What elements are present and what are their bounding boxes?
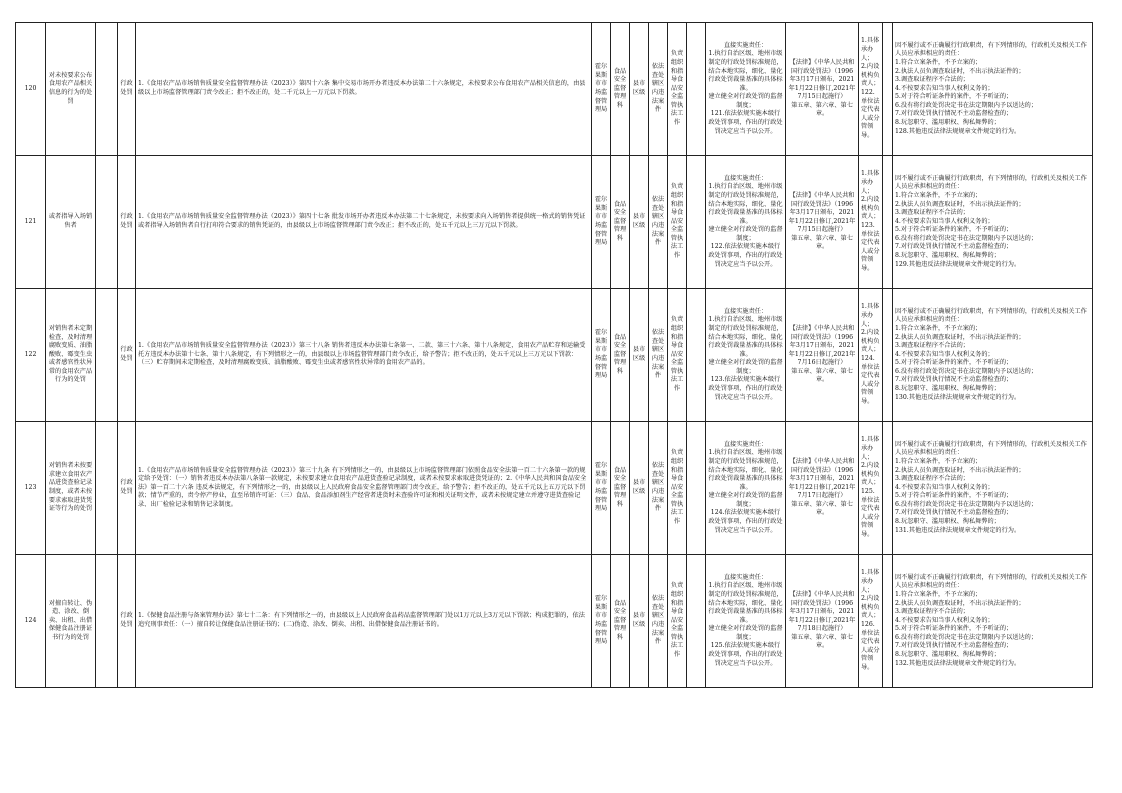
- implementing-department-text: 霍尔果斯市市场监督管理局: [594, 595, 608, 646]
- responsible-subjects: [859, 555, 883, 688]
- responsibility-basis: [786, 422, 859, 555]
- legal-basis-text: 1.《保健食品注册与备案管理办法》第七十二条：有下列情形之一的，由县级以上人民政府食品药品监督管理部门处以1万元以上3万元以下罚款；构成犯罪的，依法追究刑事责任：（一）擅自转让保健食品注册证书的；(二)伪造、涂改、倒卖、出租、出借保健食品注册证书的。: [138, 612, 585, 628]
- implementing-department-text: 霍尔果斯市市场监督管理局: [594, 462, 608, 513]
- empty-cell: [687, 422, 706, 555]
- table-row: [16, 555, 1093, 688]
- exercise-scope: [649, 23, 668, 156]
- responsibility-items-text: 直接实施责任： 1.执行自治区级、地州市级制定的行政处罚标准规范，结合本地实际，细化、量化行政处罚裁量基准的具体标准。 建立健全对行政处罚的监督制度； 125.依法依规实施本级行政处罚事项，作出的行政处罚决定应当予以公开。: [708, 573, 783, 667]
- item-name: [46, 156, 96, 289]
- duty-description: [668, 289, 687, 422]
- exercise-level-text: 县市区级: [632, 213, 646, 229]
- item-name-text: 对未按要求公布食用农产品相关信息的行为的处罚: [48, 71, 93, 105]
- item-name: [46, 23, 96, 156]
- responsible-subjects: [859, 289, 883, 422]
- responsible-subjects: [859, 422, 883, 555]
- responsibility-basis: [786, 555, 859, 688]
- responsibility-items: [706, 555, 786, 688]
- legal-basis: [136, 289, 592, 422]
- responsibility-basis-text: 【法律】《中华人民共和国行政处罚法》（1996年3月17日颁布，2021年1月22日修订,2021年7月18日起施行） 第五章、第六章、第七章。: [788, 590, 856, 650]
- accountability-cases-text: 因不履行或不正确履行行政职责，有下列情形的，行政机关及相关工作人员应承担相应的责任： 1.符合立案条件，不予立案的； 2.执法人员负调查取证时，不出示执法证件的； 3.调查取证程序不合法的； 4.不按要求告知当事人权利义务的； 5.对于符合听证条件的案件，不予听证的； 6.没有将行政处罚决定书在法定期限内予以送达的； 7.对行政处罚执行情况不主动监督检查的； 8.玩忽职守、滥用职权、徇私舞弊的； 132.其他违反法律法规规章文件规定的行为。: [895, 573, 1087, 667]
- duty-description-text: 负责组织和指导食品安全监管执法工作: [670, 582, 684, 659]
- implementing-department: [592, 555, 611, 688]
- row-number-text: 124: [24, 616, 37, 624]
- responsible-subjects-text: 1.具体承办人； 2.内设机构负责人； 123.单位法定代表人或分管领导。: [861, 170, 880, 272]
- responsible-office: [611, 156, 630, 289]
- implementing-department: [592, 156, 611, 289]
- responsible-office: [611, 289, 630, 422]
- accountability-cases-text: 因不履行或不正确履行行政职责，有下列情形的，行政机关及相关工作人员应承担相应的责任： 1.符合立案条件，不予立案的； 2.执法人员负调查取证时，不出示执法证件的； 3.调查取证程序不合法的； 4.不按要求告知当事人权利义务的； 5.对于符合听证条件的案件，不予听证的； 6.没有将行政处罚决定书在法定期限内予以送达的； 7.对行政处罚执行情况不主动监督检查的； 8.玩忽职守、滥用职权、徇私舞弊的； 131.其他违反法律法规规章文件规定的行为。: [895, 440, 1087, 534]
- legal-basis: [136, 156, 592, 289]
- empty-cell: [687, 156, 706, 289]
- responsible-office-text: 食品安全监督管理科: [613, 200, 627, 242]
- implementing-department-text: 霍尔果斯市市场监督管理局: [594, 196, 608, 247]
- exercise-scope-text: 依法查处辖区内违法案件: [651, 595, 665, 646]
- responsibility-basis: [786, 289, 859, 422]
- empty-cell: [96, 555, 118, 688]
- legal-basis-text: 1.《食用农产品市场销售质量安全监督管理办法（2023）》第四十七条 批发市场开办者违反本办法第二十七条规定，未按要求向入场销售者提供统一格式的销售凭证或者指导入场销售者自行打印符合要求的销售凭证的，由县级以上市场监督管理部门责令改正；拒不改正的，处五千元以上三万元以下罚款。: [138, 213, 586, 229]
- duty-description: [668, 422, 687, 555]
- responsibility-basis-text: 【法律】《中华人民共和国行政处罚法》（1996年3月17日颁布，2021年1月22日修订,2021年7月17日起施行） 第五章、第六章、第七章。: [788, 457, 856, 517]
- exercise-scope-text: 依法查处辖区内违法案件: [651, 329, 665, 380]
- legal-basis: [136, 422, 592, 555]
- responsibility-basis-text: 【法律】《中华人民共和国行政处罚法》（1996年3月17日颁布，2021年1月22日修订,2021年7月15日起施行） 第五章、第六章、第七章。: [788, 58, 856, 118]
- duty-description-text: 负责组织和指导食品安全监管执法工作: [670, 316, 684, 393]
- exercise-scope-text: 依法查处辖区内违法案件: [651, 196, 665, 247]
- implementing-department-text: 霍尔果斯市市场监督管理局: [594, 329, 608, 380]
- implementing-department: [592, 422, 611, 555]
- item-name-text: 或者指导入场销售者: [48, 213, 93, 229]
- exercise-level: [630, 156, 649, 289]
- exercise-level-text: 县市区级: [632, 80, 646, 96]
- table-row: [16, 23, 1093, 156]
- power-list-table: [15, 22, 1093, 688]
- responsible-subjects-text: 1.具体承办人； 2.内设机构负责人； 124.单位法定代表人或分管领导。: [861, 303, 880, 405]
- responsibility-basis: [786, 23, 859, 156]
- legal-basis-text: 1.《食用农产品市场销售质量安全监督管理办法（2023）》第三十八条 销售者违反本办法第七条第一、二款、第三十六条、第十八条规定，食用农产品贮存和运输受托方违反本办法第十七条、第十八条规定，有下列情形之一的，由县级以上市场监督管理部门责令改正，给予警告；拒不改正的，处五千元以上三万元以下罚款：（三）贮存期间未定期检查，及时清理腐败变质、油脂酸败、霉变生虫或者感官性状异常的食用农产品的。: [138, 342, 586, 367]
- empty-cell: [687, 555, 706, 688]
- empty-cell: [883, 289, 893, 422]
- accountability-cases: [893, 289, 1093, 422]
- implementing-department: [592, 23, 611, 156]
- duty-description: [668, 156, 687, 289]
- empty-cell: [883, 156, 893, 289]
- empty-cell: [883, 422, 893, 555]
- power-type: [118, 555, 136, 688]
- responsible-office-text: 食品安全监督管理科: [613, 599, 627, 641]
- item-name: [46, 422, 96, 555]
- duty-description-text: 负责组织和指导食品安全监管执法工作: [670, 449, 684, 526]
- responsible-subjects: [859, 23, 883, 156]
- power-type: [118, 422, 136, 555]
- responsibility-items-text: 直接实施责任： 1.执行自治区级、地州市级制定的行政处罚标准规范，结合本地实际，细化、量化行政处罚裁量基准的具体标准。 建立健全对行政处罚的监督制度； 124.依法依规实施本级行政处罚事项，作出的行政处罚决定应当予以公开。: [708, 440, 783, 534]
- empty-cell: [96, 156, 118, 289]
- implementing-department: [592, 289, 611, 422]
- power-type-text: 行政处罚: [120, 213, 133, 229]
- legal-basis-text: 1.《食用农产品市场销售质量安全监督管理办法（2023）》第四十六条 集中交易市场开办者违反本办法第二十六条规定，未按要求公布食用农产品相关信息的，由县级以上市场监督管理部门责令改正；拒不改正的，处二千元以上一万元以下罚款。: [138, 80, 586, 96]
- legal-basis-text: 1.《食用农产品市场销售质量安全监督管理办法（2023）》第三十九条 有下列情形之一的，由县级以上市场监督管理部门依照食品安全法第一百二十六条第一款的规定给予处罚：（一）销售者违反本办法第八条第一款规定，未按要求建立食用农产品进货查验记录制度，或者未按要求索取进货凭证的；2.《中华人民共和国食品安全法》第一百二十六条 违反本法规定，有下列情形之一的，由县级以上人民政府食品安全监督管理部门责令改正，给予警告；拒不改正的，处五千元以上五万元以下罚款；情节严重的，责令停产停业，直至吊销许可证：（三）食品、食品添加剂生产经营者进货时未查验许可证和相关证明文件，或者未按规定建立并遵守进货查验记录、出厂检验记录和销售记录制度。: [138, 466, 587, 508]
- row-number-text: 121: [24, 217, 37, 225]
- exercise-scope-text: 依法查处辖区内违法案件: [651, 462, 665, 513]
- item-name: [46, 289, 96, 422]
- row-number-text: 122: [24, 350, 37, 358]
- exercise-scope: [649, 422, 668, 555]
- responsible-office: [611, 555, 630, 688]
- exercise-scope: [649, 289, 668, 422]
- responsible-office-text: 食品安全监督管理科: [613, 466, 627, 508]
- empty-cell: [96, 422, 118, 555]
- responsibility-items: [706, 156, 786, 289]
- item-name-text: 对销售者未定期检查，及时清理腐败变质、油脂酸败、霉变生虫或者感官性状异常的食用农产品行为的处罚: [48, 324, 93, 384]
- duty-description: [668, 23, 687, 156]
- row-number: [16, 23, 46, 156]
- responsibility-basis-text: 【法律】《中华人民共和国行政处罚法》（1996年3月17日颁布，2021年1月22日修订,2021年7月16日起施行） 第五章、第六章、第七章。: [788, 324, 856, 384]
- exercise-level-text: 县市区级: [632, 346, 646, 362]
- duty-description-text: 负责组织和指导食品安全监管执法工作: [670, 183, 684, 260]
- power-type: [118, 156, 136, 289]
- responsible-office: [611, 422, 630, 555]
- legal-basis: [136, 23, 592, 156]
- responsibility-basis: [786, 156, 859, 289]
- power-type: [118, 23, 136, 156]
- table-row: [16, 156, 1093, 289]
- legal-basis: [136, 555, 592, 688]
- accountability-cases-text: 因不履行或不正确履行行政职责，有下列情形的，行政机关及相关工作人员应承担相应的责任： 1.符合立案条件，不予立案的； 2.执法人员负调查取证时，不出示执法证件的； 3.调查取证程序不合法的； 4.不按要求告知当事人权利义务的； 5.对于符合听证条件的案件，不予听证的； 6.没有将行政处罚决定书在法定期限内予以送达的； 7.对行政处罚执行情况不主动监督检查的； 8.玩忽职守、滥用职权、徇私舞弊的； 128.其他违反法律法规规章文件规定的行为。: [895, 41, 1087, 135]
- empty-cell: [687, 289, 706, 422]
- responsibility-items-text: 直接实施责任： 1.执行自治区级、地州市级制定的行政处罚标准规范，结合本地实际，细化、量化行政处罚裁量基准的具体标准。 建立健全对行政处罚的监督制度； 122.依法依规实施本级行政处罚事项，作出的行政处罚决定应当予以公开。: [708, 174, 783, 268]
- accountability-cases-text: 因不履行或不正确履行行政职责，有下列情形的，行政机关及相关工作人员应承担相应的责任： 1.符合立案条件，不予立案的； 2.执法人员负调查取证时，不出示执法证件的； 3.调查取证程序不合法的； 4.不按要求告知当事人权利义务的； 5.对于符合听证条件的案件，不予听证的； 6.没有将行政处罚决定书在法定期限内予以送达的； 7.对行政处罚执行情况不主动监督检查的； 8.玩忽职守、滥用职权、徇私舞弊的； 129.其他违反法律法规规章文件规定的行为。: [895, 174, 1087, 268]
- responsible-subjects-text: 1.具体承办人； 2.内设机构负责人； 126.单位法定代表人或分管领导。: [861, 569, 880, 671]
- item-name-text: 对销售者未按要求建立食用农产品进货查验记录制度，或者未按要求索取进货凭证等行为的处罚: [48, 462, 93, 513]
- power-type-text: 行政处罚: [120, 80, 133, 96]
- empty-cell: [883, 23, 893, 156]
- exercise-level-text: 县市区级: [632, 612, 646, 628]
- power-type-text: 行政处罚: [120, 612, 133, 628]
- exercise-level: [630, 555, 649, 688]
- accountability-cases: [893, 422, 1093, 555]
- item-name-text: 对擅自转让、伪造、涂改、倒卖、出租、出借保健食品注册证书行为的处罚: [48, 599, 93, 641]
- empty-cell: [883, 555, 893, 688]
- accountability-cases-text: 因不履行或不正确履行行政职责，有下列情形的，行政机关及相关工作人员应承担相应的责任： 1.符合立案条件，不予立案的； 2.执法人员负调查取证时，不出示执法证件的； 3.调查取证程序不合法的； 4.不按要求告知当事人权利义务的； 5.对于符合听证条件的案件，不予听证的； 6.没有将行政处罚决定书在法定期限内予以送达的； 7.对行政处罚执行情况不主动监督检查的； 8.玩忽职守、滥用职权、徇私舞弊的； 130.其他违反法律法规规章文件规定的行为。: [895, 307, 1087, 401]
- responsibility-items: [706, 23, 786, 156]
- accountability-cases: [893, 156, 1093, 289]
- row-number: [16, 422, 46, 555]
- power-type-text: 行政处罚: [120, 479, 133, 495]
- duty-description: [668, 555, 687, 688]
- responsible-office-text: 食品安全监督管理科: [613, 333, 627, 375]
- responsibility-basis-text: 【法律】《中华人民共和国行政处罚法》（1996年3月17日颁布，2021年1月22日修订,2021年7月15日起施行） 第五章、第六章、第七章。: [788, 191, 856, 251]
- row-number-text: 120: [24, 84, 37, 92]
- table-row: [16, 422, 1093, 555]
- implementing-department-text: 霍尔果斯市市场监督管理局: [594, 63, 608, 114]
- responsible-office-text: 食品安全监督管理科: [613, 67, 627, 109]
- responsible-subjects-text: 1.具体承办人； 2.内设机构负责人； 122.单位法定代表人或分管领导。: [861, 37, 880, 139]
- exercise-scope-text: 依法查处辖区内违法案件: [651, 63, 665, 114]
- power-type-text: 行政处罚: [120, 346, 133, 362]
- empty-cell: [96, 23, 118, 156]
- responsibility-items: [706, 289, 786, 422]
- exercise-level: [630, 422, 649, 555]
- exercise-level: [630, 289, 649, 422]
- row-number: [16, 156, 46, 289]
- responsibility-items-text: 直接实施责任： 1.执行自治区级、地州市级制定的行政处罚标准规范，结合本地实际，细化、量化行政处罚裁量基准的具体标准。 建立健全对行政处罚的监督制度； 123.依法依规实施本级行政处罚事项，作出的行政处罚决定应当予以公开。: [708, 307, 783, 401]
- responsible-office: [611, 23, 630, 156]
- duty-description-text: 负责组织和指导食品安全监管执法工作: [670, 50, 684, 127]
- row-number-text: 123: [24, 483, 37, 491]
- item-name: [46, 555, 96, 688]
- row-number: [16, 289, 46, 422]
- empty-cell: [687, 23, 706, 156]
- exercise-scope: [649, 555, 668, 688]
- responsible-subjects: [859, 156, 883, 289]
- accountability-cases: [893, 555, 1093, 688]
- responsible-subjects-text: 1.具体承办人； 2.内设机构负责人； 125.单位法定代表人或分管领导。: [861, 436, 880, 538]
- row-number: [16, 555, 46, 688]
- exercise-level: [630, 23, 649, 156]
- exercise-scope: [649, 156, 668, 289]
- accountability-cases: [893, 23, 1093, 156]
- power-type: [118, 289, 136, 422]
- table-row: [16, 289, 1093, 422]
- exercise-level-text: 县市区级: [632, 479, 646, 495]
- responsibility-items-text: 直接实施责任： 1.执行自治区级、地州市级制定的行政处罚标准规范，结合本地实际，细化、量化行政处罚裁量基准的具体标准。 建立健全对行政处罚的监督制度； 121.依法依规实施本级行政处罚事项，作出的行政处罚决定应当予以公开。: [708, 41, 783, 135]
- empty-cell: [96, 289, 118, 422]
- responsibility-items: [706, 422, 786, 555]
